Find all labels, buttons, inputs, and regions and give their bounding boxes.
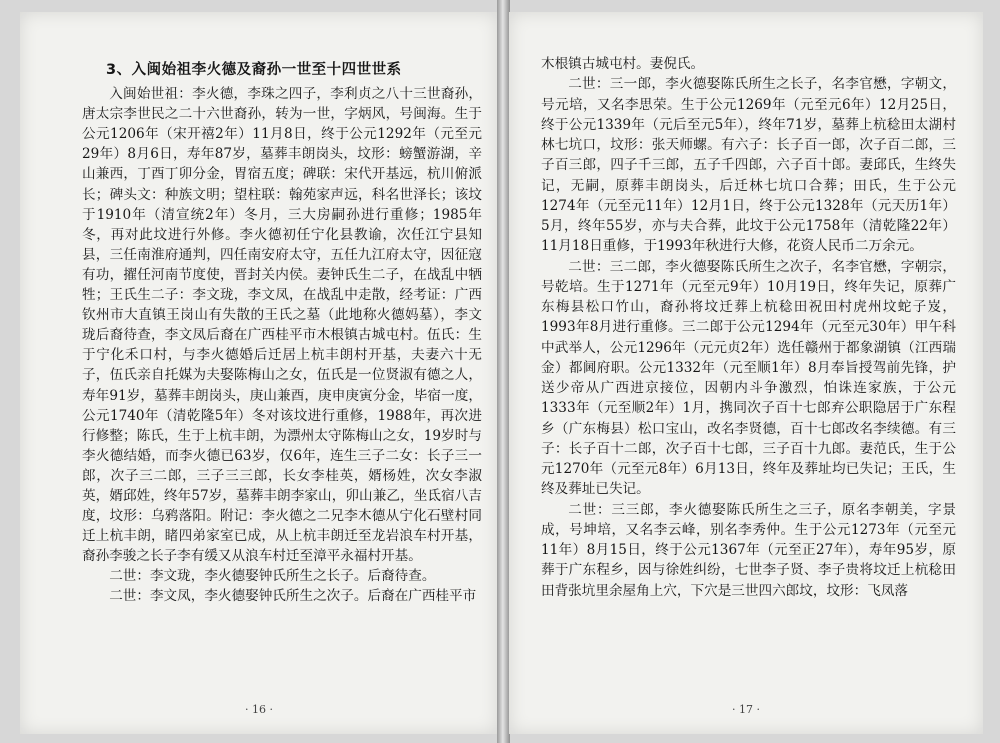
section-heading: 3、入闽始祖李火德及裔孙一世至十四世世系 [106, 62, 402, 78]
left-page [20, 12, 498, 734]
paragraph-continuation: 木根镇古城屯村。妻倪氏。 [541, 56, 705, 72]
paragraph-sanyilang: 二世：三一郎，李火德娶陈氏所生之长子，名李官懋，字朝文，号元培，又名李思荣。生于公元1269年（元至元6年）12月25日，终于公元1339年（元后至元5年），终年71岁，墓葬上杭稔田太湖村林七坑口，坟形：张天师螺。有六子：长子百一郎，次子百二郎，三子百三郎，四子千三郎，五子千四郎，六子百十郎。妻邱氏，生终失记，无嗣，原葬丰朗岗头，后迁林七坑口合葬；田氏，生于公元1274年（元至元11年）12月1日，终于公元1328年（元天历1年）5月，终年55岁，亦与夫合葬，此坟于公元1758年（清乾隆22年）11月18日重修，于1993年秋进行大修，花资人民币二万余元。 [541, 76, 956, 255]
right-page [509, 12, 983, 734]
paragraph-sanerlang: 二世：三二郎，李火德娶陈氏所生之次子，名李官懋，字朝宗，号乾培。生于1271年（元至元9年）10月19日，终年失记，原葬广东梅县松口竹山，裔孙将坟迁葬上杭稔田祝田村虎州坟蛇子岌，1993年8月进行重修。三二郎于公元1294年（元至元30年）甲午科中武举人，公元1296年（元元贞2年）选任赣州于都象湖镇（江西瑞金）都阃府职。公元1332年（元至顺1年）8月奉旨授驾前先锋，护送少帝从广西进京接位，因朝内斗争激烈，怕诛连家族，于公元1333年（元至顺2年）1月，携同次子百十七郎弃公职隐居于广东程乡（广东梅县）松口宝山，改名李贤德，百十七郎改名李续德。有三子：长子百十二郎，次子百十七郎，三子百十九郎。妻范氏，生于公元1270年（元至元8年）6月13日，终年及葬址均已失记；王氏，生终及葬址已失记。 [541, 258, 956, 498]
paragraph-sansanlang: 二世：三三郎，李火德娶陈氏所生之三子，原名李朝美，字景成，号坤培，又名李云峰，别名李秀仲。生于公元1273年（元至元11年）8月15日，终于公元1367年（元至正27年），寿年95岁，原葬于广东程乡，因与徐姓纠纷，七世李子贤、李子贵将坟迁上杭稔田田背张坑里余屋角上穴，下穴是三世四六郎坟，坟形：飞凤落 [541, 501, 956, 599]
page-number-right: · 17 · [732, 703, 760, 716]
paragraph-li-wenfeng: 二世：李文凤，李火德娶钟氏所生之次子。后裔在广西桂平市 [109, 588, 477, 605]
paragraph-li-wenlong: 二世：李文珑，李火德娶钟氏所生之长子。后裔待查。 [109, 568, 436, 585]
paragraph-first-ancestor: 入闽始世祖：李火德，李珠之四子，李利贞之八十三世裔孙，唐太宗李世民之二十六世裔孙，转为一世，字炳风，号闽海。生于公元1206年（宋开禧2年）11月8日，终于公元1292年（元至元29年）8月6日，寿年87岁，墓葬丰朗岗头，坟形：螃蟹游湖，辛山兼西，丁酉丁卯分金，胃宿五度；碑联：宋代开基远，杭川俯派长；碑头文：种族文明；望柱联：翰苑家声远，科名世泽长；该坟于1910年（清宣统2年）冬月，三大房嗣孙进行重修；1985年冬，再对此坟进行外修。李火德初任宁化县教谕，次任江宁县知县，三任南淮府通判，四任南安府太守，五任九江府太守，因征寇有功，擢任河南节度使，晋封关内侯。妻钟氏生二子，在战乱中牺牲；王氏生二子：李文珑，李文凤，在战乱中走散，经考证：广西钦州市大直镇王岗山有失散的王氏之墓（此地称火德妈墓），李文珑后裔待查，李文凤后裔在广西桂平市木根镇古城屯村。伍氏：生于宁化禾口村，与李火德婚后迁居上杭丰朗村开基，夫妻六十无子，伍氏亲自托媒为夫娶陈梅山之女，伍氏是一位贤淑有德之人，寿年91岁，墓葬丰朗岗头，庚山兼酉，庚申庚寅分金，毕宿一度，公元1740年（清乾隆5年）冬对该坟进行重修，1988年，再次进行修整；陈氏，生于上杭丰朗，为漂州太守陈梅山之女，19岁时与李火德结婚，而李火德已63岁，仅6年，连生三子二女：长子三一郎，次子三二郎，三子三三郎，长女李桂英，婿杨姓，次女李淑英，婿邱姓，终年57岁，墓葬丰朗李家山，卯山兼乙，坐氐宿八吉度，坟形：乌鸦落阳。附记：李火德之二兄李木德从宁化石壁村同迁上杭丰朗，睹四弟家室已成，从上杭丰朗迁至龙岩浪车村开基，裔孙李骏之长子李有缓又从浪车村迁至漳平永福村开基。 [82, 86, 482, 565]
page-number-left: · 16 · [245, 703, 273, 716]
left-text-block [82, 60, 482, 607]
right-text-block [541, 54, 956, 601]
